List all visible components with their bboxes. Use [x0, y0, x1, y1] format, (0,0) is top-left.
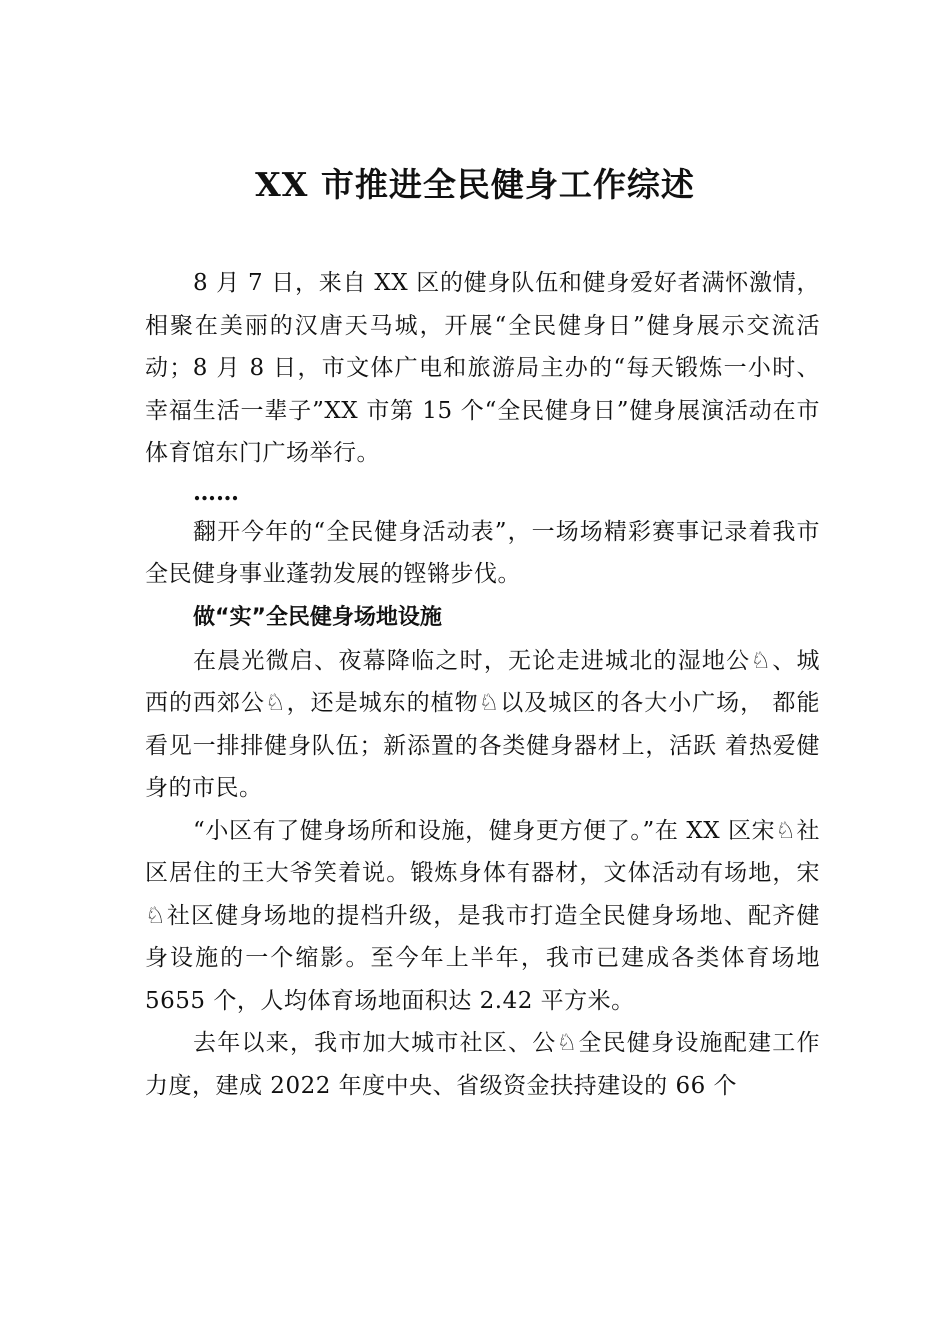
document-title: XX 市推进全民健身工作综述 — [255, 165, 695, 204]
paragraph-parks: 在晨光微启、夜幕降临之时，无论走进城北的湿地公♘、城西的西郊公♘，还是城东的植物♘以及城区的各大小广场， 都能看见一排排健身队伍；新添置的各类健身器材上，活跃 着热爱健身的市民。 — [145, 647, 820, 801]
paragraph-summary: 翻开今年的“全民健身活动表”，一场场精彩赛事记录着我市全民健身事业蓬勃发展的铿锵步伐。 — [145, 518, 820, 587]
paragraph-facilities: 去年以来，我市加大城市社区、公♘全民健身设施配建工作力度，建成 2022 年度中央、省级资金扶持建设的 66 个 — [145, 1030, 820, 1099]
document-body — [145, 262, 820, 1107]
paragraph-community: “小区有了健身场所和设施，健身更方便了。”在 XX 区宋♘社区居住的王大爷笑着说。锻炼身体有器材，文体活动有场地，宋♘社区健身场地的提档升级，是我市打造全民健身场地、配齐健身设施的一个缩影。至今年上半年，我市已建成各类体育场地 5655 个，人均体育场地面积达 2.42 平方米。 — [145, 817, 820, 1014]
ellipsis: …… — [193, 478, 239, 506]
paragraph-intro: 8 月 7 日，来自 XX 区的健身队伍和健身爱好者满怀激情，相聚在美丽的汉唐天马城，开展“全民健身日”健身展示交流活动；8 月 8 日，市文体广电和旅游局主办的“每天锻炼一小时、幸福生活一辈子”XX 市第 15 个“全民健身日”健身展演活动在市体育馆东门广场举行。 — [145, 270, 820, 466]
section-heading: 做“实”全民健身场地设施 — [193, 604, 442, 630]
